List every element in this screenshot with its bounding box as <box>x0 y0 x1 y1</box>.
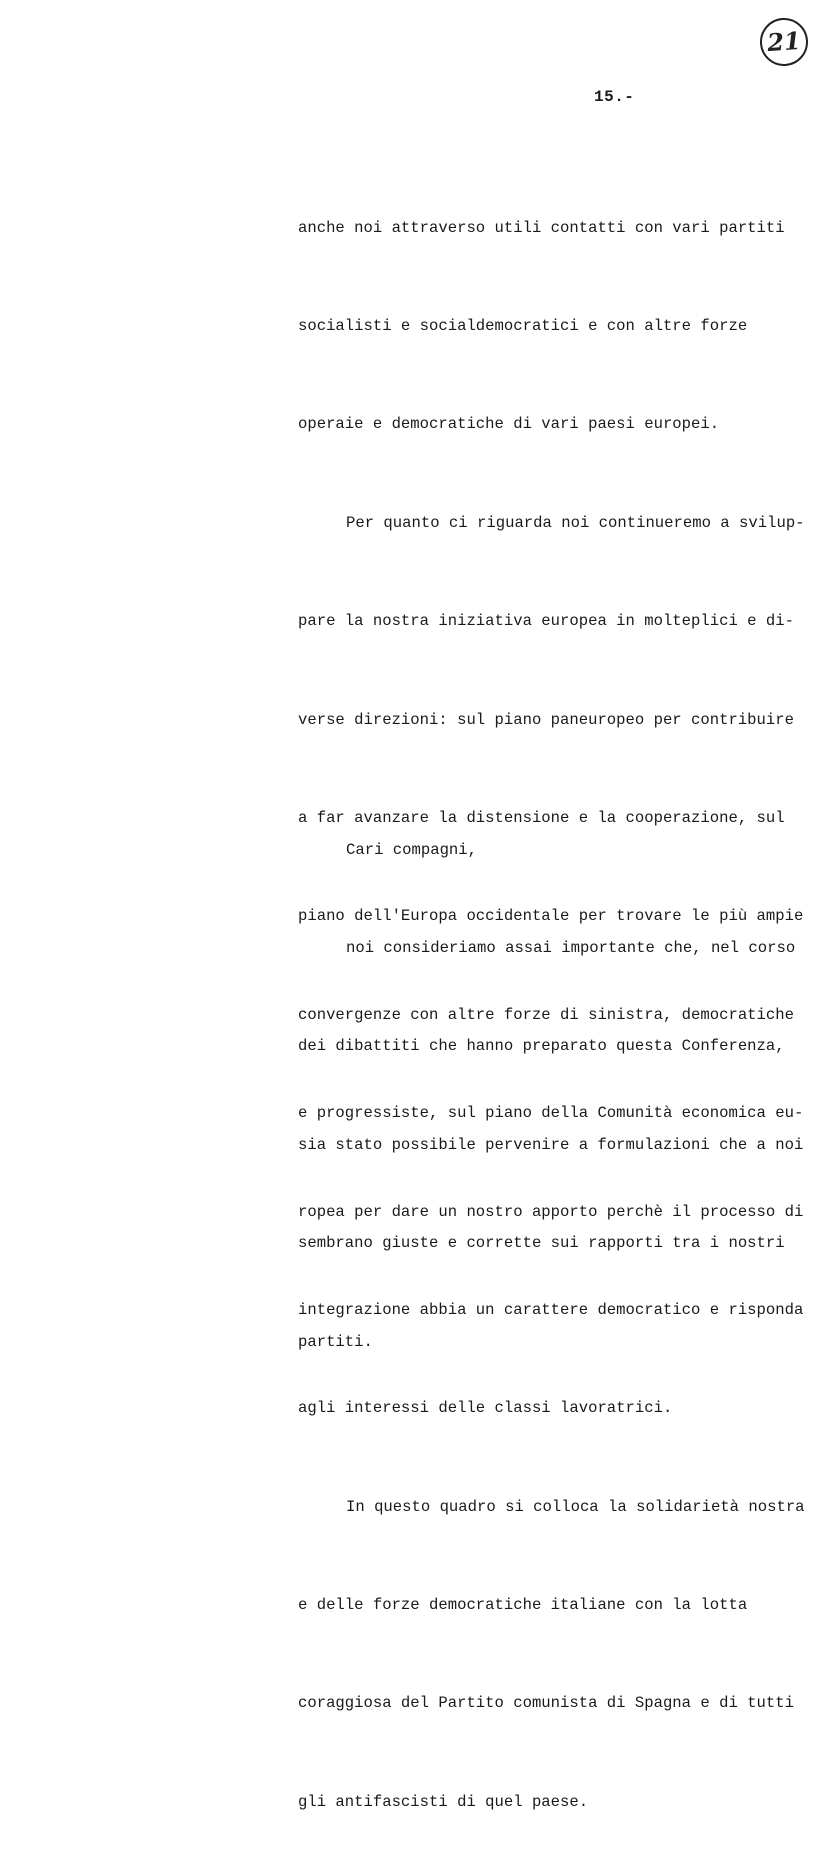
text-line: sia stato possibile pervenire a formulazioni che a noi <box>298 1135 804 1154</box>
text-line: operaie e democratiche di vari paesi europei. <box>298 415 720 434</box>
text-line: dei dibattiti che hanno preparato questa Conferenza, <box>298 1037 785 1056</box>
salutation: Cari compagni, <box>346 840 478 859</box>
text-line: gli antifascisti di quel paese. <box>298 1792 589 1811</box>
text-line: coraggiosa del Partito comunista di Spagna e di tutti <box>298 1694 794 1713</box>
text-line: convergenze con altre forze di sinistra, democratiche <box>298 1005 794 1024</box>
text-line: e delle forze democratiche italiane con la lotta <box>298 1596 748 1615</box>
text-line: piano dell'Europa occidentale per trovare le più ampie <box>298 907 804 926</box>
text-line: pare la nostra iniziativa europea in molteplici e di- <box>298 612 794 631</box>
text-line: partiti. <box>298 1332 373 1351</box>
text-line: verse direzioni: sul piano paneuropeo per contribuire <box>298 710 794 729</box>
text-line: a far avanzare la distensione e la cooperazione, sul <box>298 808 785 827</box>
text-line: socialisti e socialdemocratici e con altre forze <box>298 316 748 335</box>
page-stamp: 21 <box>758 16 809 67</box>
page-number: 15.- <box>594 88 635 106</box>
text-line: e progressiste, sul piano della Comunità economica eu- <box>298 1104 804 1123</box>
text-line: In questo quadro si colloca la solidarietà nostra <box>346 1497 805 1516</box>
text-line: Per quanto ci riguarda noi continueremo a svilup- <box>346 513 805 532</box>
text-line: sembrano giuste e corrette sui rapporti tra i nostri <box>298 1234 785 1253</box>
text-line: anche noi attraverso utili contatti con vari partiti <box>298 218 785 237</box>
text-line: ropea per dare un nostro apporto perchè il processo di <box>298 1202 804 1221</box>
text-line: noi consideriamo assai importante che, nel corso <box>346 938 796 957</box>
text-line: agli interessi delle classi lavoratrici. <box>298 1399 673 1418</box>
text-line: integrazione abbia un carattere democratico e risponda <box>298 1300 804 1319</box>
